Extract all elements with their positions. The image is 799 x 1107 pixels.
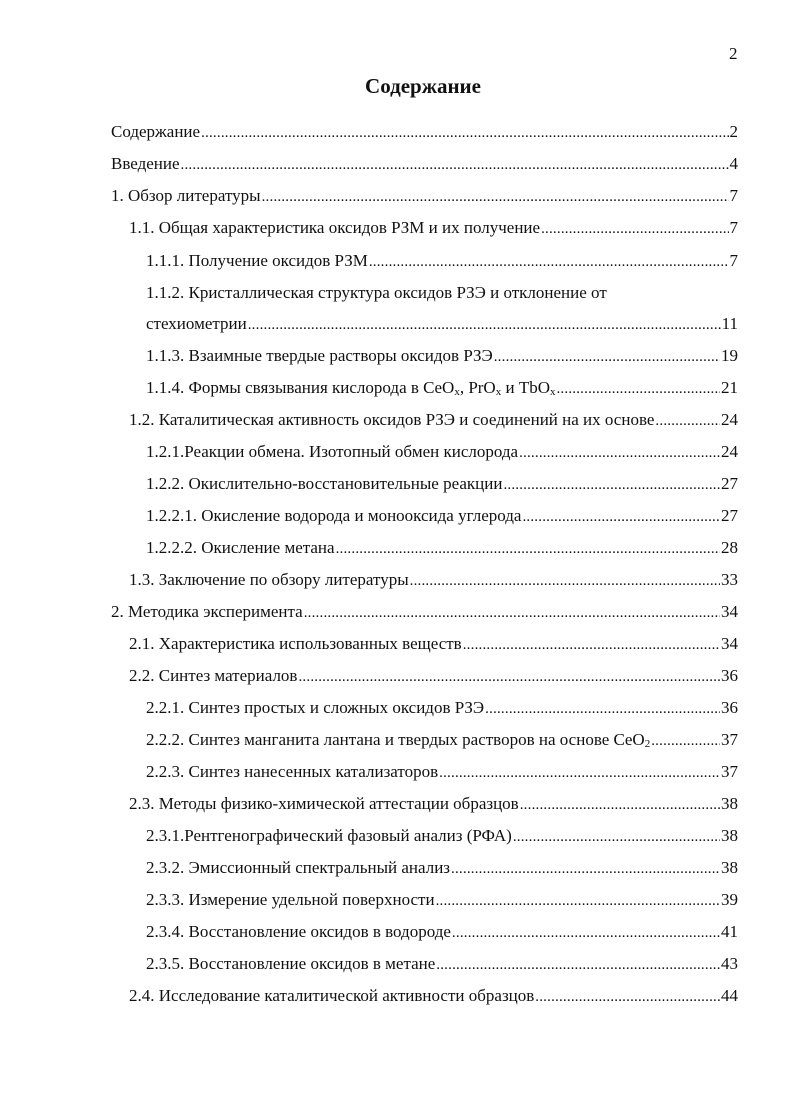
toc-page: 28 [721, 538, 738, 557]
leader-dots [655, 409, 720, 433]
toc-label: 1.2. Каталитическая активность оксидов РЗЭ и соединений на их основе [129, 410, 655, 429]
leader-dots [451, 857, 720, 881]
toc-label: 1.2.1.Реакции обмена. Изотопный обмен кислорода [146, 442, 519, 461]
toc-entry-1-2-2[interactable] [146, 472, 738, 496]
leader-dots [262, 185, 729, 209]
toc-entry-2-4[interactable] [129, 984, 738, 1008]
toc-page: 44 [721, 986, 738, 1005]
toc-page: 34 [721, 634, 738, 653]
toc-entry-contents[interactable] [111, 120, 738, 144]
toc-page: 33 [721, 570, 738, 589]
toc-entry-1-1[interactable] [129, 216, 738, 240]
leader-dots [410, 569, 720, 593]
toc-entry-1-3[interactable] [129, 568, 738, 592]
toc-page: 38 [721, 794, 738, 813]
toc-page: 36 [721, 666, 738, 685]
toc-label: 1.3. Заключение по обзору литературы [129, 570, 409, 589]
toc-page: 2 [729, 122, 738, 141]
toc-page: 19 [721, 346, 738, 365]
toc-entry-1-2-2-1[interactable] [146, 504, 738, 528]
toc-label: 2.3. Методы физико-химической аттестации образцов [129, 794, 519, 813]
toc-page: 43 [721, 954, 738, 973]
toc-entry-2-3-3[interactable] [146, 888, 738, 912]
leader-dots [522, 505, 720, 529]
toc-entry-1-2[interactable] [129, 408, 738, 432]
toc-label: 2.3.2. Эмиссионный спектральный анализ [146, 858, 451, 877]
toc-label: 1.2.2. Окислительно-восстановительные реакции [146, 474, 503, 493]
toc-page: 24 [721, 410, 738, 429]
leader-dots [513, 825, 720, 849]
toc-entry-2-3-4[interactable] [146, 920, 738, 944]
toc-entry-1-1-2-line1[interactable]: 1.1.2. Кристаллическая структура оксидов РЗЭ и отклонение от [146, 283, 607, 302]
toc-entry-1-1-4[interactable] [146, 376, 738, 400]
toc-entry-1[interactable] [111, 184, 738, 208]
leader-dots [651, 729, 720, 753]
toc-label: 2.2.3. Синтез нанесенных катализаторов [146, 762, 439, 781]
toc-label: 2.2. Синтез материалов [129, 666, 298, 685]
toc-label: 1.2.2.2. Окисление метана [146, 538, 335, 557]
toc-page: 41 [721, 922, 738, 941]
leader-dots [181, 153, 729, 177]
leader-dots [369, 250, 729, 274]
toc-page: 27 [721, 506, 738, 525]
toc-label: 1. Обзор литературы [111, 186, 261, 205]
leader-dots [485, 697, 720, 721]
toc-label: 2. Методика эксперимента [111, 602, 303, 621]
toc-page: 11 [721, 314, 738, 333]
toc-label: 2.3.3. Измерение удельной поверхности [146, 890, 435, 909]
leader-dots [439, 761, 720, 785]
toc-page: 36 [721, 698, 738, 717]
toc-page: 38 [721, 858, 738, 877]
toc-entry-introduction[interactable] [111, 152, 738, 176]
leader-dots [201, 121, 728, 145]
leader-dots [436, 953, 720, 977]
toc-entry-2-1[interactable] [129, 632, 738, 656]
leader-dots [452, 921, 720, 945]
toc-entry-2-2[interactable] [129, 664, 738, 688]
toc-label: 2.3.1.Рентгенографический фазовый анализ (РФА) [146, 826, 512, 845]
leader-dots [463, 633, 720, 657]
leader-dots [519, 441, 720, 465]
toc-entry-2-3-1[interactable] [146, 824, 738, 848]
toc-entry-2-2-1[interactable] [146, 696, 738, 720]
toc-page: 39 [721, 890, 738, 909]
toc-label: стехиометрии [146, 314, 247, 333]
leader-dots [298, 665, 720, 689]
toc-label: 2.2.1. Синтез простых и сложных оксидов РЗЭ [146, 698, 485, 717]
leader-dots [304, 601, 720, 625]
toc-label: 2.2.2. Синтез манганита лантана и твердых растворов на основе CeO$_2$ [146, 730, 651, 750]
toc-label: 1.2.2.1. Окисление водорода и монооксида углерода [146, 506, 522, 525]
toc-page: 4 [729, 154, 738, 173]
toc-entry-2[interactable] [111, 600, 738, 624]
page-number: 2 [729, 44, 738, 63]
toc-label: 2.3.4. Восстановление оксидов в водороде [146, 922, 451, 941]
toc-entry-2-3-2[interactable] [146, 856, 738, 880]
toc-label: 1.1.1. Получение оксидов РЗМ [146, 251, 368, 270]
toc-page: 38 [721, 826, 738, 845]
toc-label: 1.1.4. Формы связывания кислорода в CeO$_x$, PrO$_x$ и TbO$_x$ [146, 378, 556, 398]
leader-dots [556, 377, 720, 401]
toc-label: Содержание [111, 122, 201, 141]
toc-entry-2-3[interactable] [129, 792, 738, 816]
leader-dots [494, 345, 720, 369]
toc-page: 37 [721, 762, 738, 781]
toc-page: 21 [721, 378, 738, 397]
toc-page: 27 [721, 474, 738, 493]
leader-dots [520, 793, 720, 817]
toc-entry-1-1-2[interactable] [146, 312, 738, 336]
toc-entry-1-2-2-2[interactable] [146, 536, 738, 560]
toc-entry-1-1-3[interactable] [146, 344, 738, 368]
toc-entry-1-2-1[interactable] [146, 440, 738, 464]
toc-page: 7 [729, 251, 738, 270]
leader-dots [535, 985, 720, 1009]
toc-label: 1.1. Общая характеристика оксидов РЗМ и их получение [129, 218, 541, 237]
toc-label: 2.1. Характеристика использованных веществ [129, 634, 462, 653]
toc-label: Введение [111, 154, 180, 173]
leader-dots [503, 473, 720, 497]
toc-label: 2.3.5. Восстановление оксидов в метане [146, 954, 436, 973]
toc-page: 34 [721, 602, 738, 621]
toc-page: 37 [721, 730, 738, 749]
toc-label: 1.1.3. Взаимные твердые растворы оксидов РЗЭ [146, 346, 493, 365]
toc-entry-2-2-2[interactable] [146, 728, 738, 752]
leader-dots [541, 217, 728, 241]
toc-entry-1-1-1[interactable] [146, 249, 738, 273]
toc-page: 24 [721, 442, 738, 461]
page-title: Содержание [365, 74, 481, 98]
leader-dots [336, 537, 720, 561]
toc-entry-2-2-3[interactable] [146, 760, 738, 784]
toc-entry-2-3-5[interactable] [146, 952, 738, 976]
toc-page: 7 [729, 218, 738, 237]
toc-page: 7 [729, 186, 738, 205]
leader-dots [436, 889, 720, 913]
leader-dots [248, 313, 721, 337]
toc-label: 2.4. Исследование каталитической активности образцов [129, 986, 535, 1005]
